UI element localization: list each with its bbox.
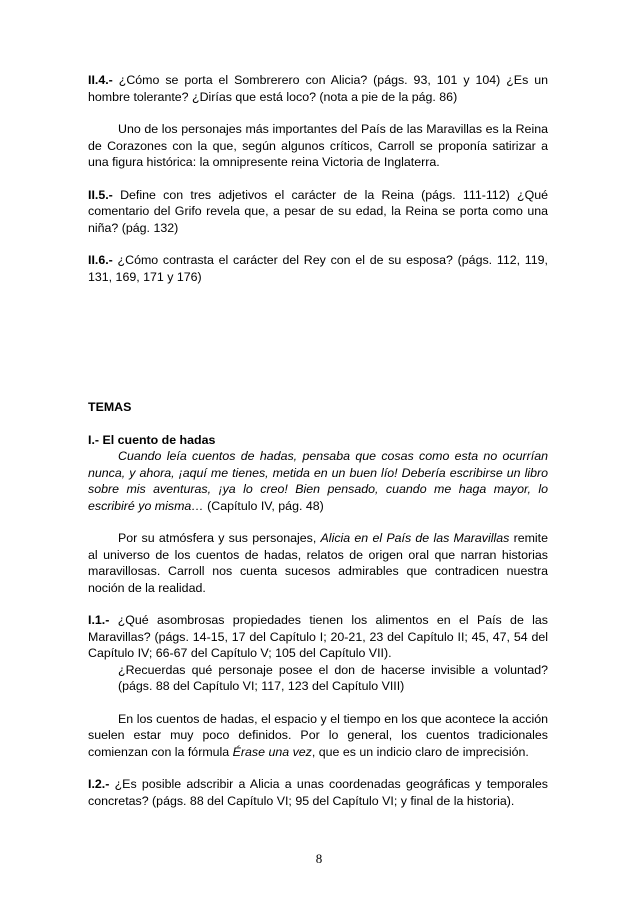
text-run: Por su atmósfera y sus personajes,	[118, 531, 321, 545]
quote-source: (Capítulo IV, pág. 48)	[203, 498, 324, 513]
question-ii4	[88, 72, 548, 105]
paragraph-reina: Uno de los personajes más importantes del País de las Maravillas es la Reina de Corazones con la que, según algunos críticos, Carroll se proponía satirizar a una figura histórica: la omnipresente reina Victoria de Inglaterra.	[88, 122, 548, 169]
text-run: En los cuentos de hadas, el espacio y el tiempo en los que acontece la acción suelen estar muy poco definidos. Por lo general, los cuentos tradicionales comienzan con la fórmula	[88, 711, 548, 759]
question-label: II.6.-	[88, 253, 113, 267]
question-label: I.1.-	[88, 613, 110, 627]
question-text: ¿Cómo contrasta el carácter del Rey con el de su esposa? (págs. 112, 119, 131, 169, 171 y 176)	[88, 253, 548, 284]
paragraph-atmosfera	[88, 530, 548, 596]
question-i1-sub: ¿Recuerdas qué personaje posee el don de hacerse invisible a voluntad? (págs. 88 del Capítulo VI; 117, 123 del Capítulo VIII)	[118, 662, 548, 693]
question-label: II.4.-	[88, 73, 113, 87]
formula-text: Érase una vez	[232, 744, 312, 759]
text-run: , que es un indicio claro de imprecisión.	[311, 744, 529, 759]
question-i1	[88, 612, 548, 662]
question-text: ¿Es posible adscribir a Alicia a unas coordenadas geográficas y temporales concretas? (págs. 88 del Capítulo VI; 95 del Capítulo VI; y final de la historia).	[88, 777, 548, 808]
document-page	[88, 72, 548, 809]
question-i2	[88, 776, 548, 809]
question-text: Define con tres adjetivos el carácter de la Reina (págs. 111-112) ¿Qué comentario del Grifo revela que, a pesar de su edad, la Reina se porta como una niña? (pág. 132)	[88, 187, 548, 235]
page-number: 8	[315, 851, 323, 866]
quote-paragraph	[88, 448, 548, 514]
quote-text: Cuando leía cuentos de hadas, pensaba que cosas como esta no ocurrían nunca, y ahora, ¡aquí me tienes, metida en un buen lío! Debería escribirse un libro sobre mis aventuras, ¡ya lo creo! Bien pensado, cuando me haga mayor, lo escribiré yo misma…	[88, 449, 548, 513]
question-text: ¿Cómo se porta el Sombrerero con Alicia? (págs. 93, 101 y 104) ¿Es un hombre tolerante? ¿Dirías que está loco? (nota a pie de la pág. 86)	[88, 73, 548, 104]
subsection-heading: I.- El cuento de hadas	[88, 432, 216, 447]
question-text: ¿Qué asombrosas propiedades tienen los alimentos en el País de las Maravillas? (págs. 14-15, 17 del Capítulo I; 20-21, 23 del Capítulo II; 45, 47, 54 del Capítulo IV; 66-67 del Capítulo V; 105 del Capítulo VII).	[88, 613, 548, 660]
paragraph-espacio	[88, 711, 548, 761]
book-title: Alicia en el País de las Maravillas	[320, 531, 510, 545]
section-heading-temas: TEMAS	[88, 400, 132, 414]
question-ii5	[88, 187, 548, 237]
question-ii6	[88, 252, 548, 285]
question-label: I.2.-	[88, 777, 110, 791]
question-label: II.5.-	[88, 187, 113, 202]
text-run: remite al universo de los cuentos de hadas, relatos de origen oral que narran historias maravillosas. Carroll nos cuenta sucesos admirables que contradicen nuestra noción de la realidad.	[88, 531, 548, 595]
